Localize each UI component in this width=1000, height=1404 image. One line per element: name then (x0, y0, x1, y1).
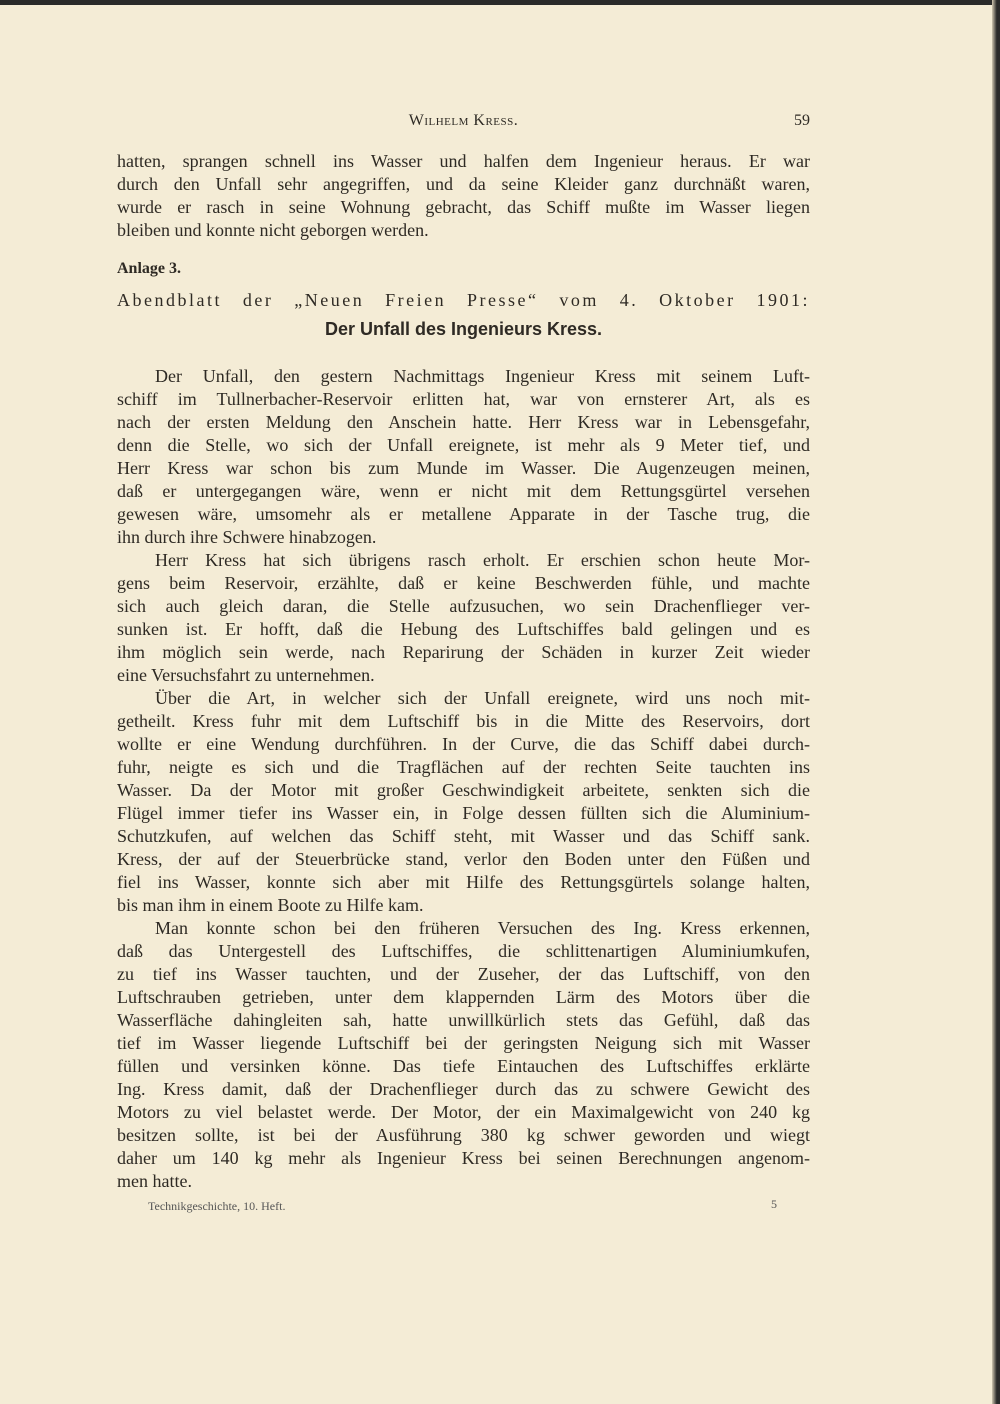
text-line: bleiben und konnte nicht geborgen werden. (117, 220, 429, 240)
text-line: Kress, der auf der Steuerbrücke stand, verlor den Boden unter den Füßen und (117, 849, 810, 869)
text-line: zu tief ins Wasser tauchten, und der Zuseher, der das Luftschiff, von den (117, 964, 810, 984)
text-line: Der Unfall, den gestern Nachmittags Ingenieur Kress mit seinem Luft- (155, 366, 810, 386)
text-line: Herr Kress war schon bis zum Munde im Wasser. Die Augenzeugen meinen, (117, 458, 810, 478)
intro-paragraph (117, 150, 810, 242)
text-line: Wasserfläche dahingleiten sah, hatte unwillkürlich stets das Gefühl, daß das (117, 1010, 810, 1030)
text-line: besitzen sollte, ist bei der Ausführung 380 kg schwer geworden und wiegt (117, 1125, 810, 1145)
text-line: Motors zu viel belastet werde. Der Motor, der ein Maximalgewicht von 240 kg (117, 1102, 810, 1122)
appendix-source: Abendblatt der „Neuen Freien Presse“ vom 4. Oktober 1901: (117, 290, 810, 310)
paragraph (117, 150, 810, 242)
page-header (117, 112, 810, 136)
text-line: hatten, sprangen schnell ins Wasser und halfen dem Ingenieur heraus. Er war (117, 151, 810, 171)
text-line: Ing. Kress damit, daß der Drachenflieger durch das zu schwere Gewicht des (117, 1079, 810, 1099)
text-line: ihm möglich sein werde, nach Reparirung der Schäden in kurzer Zeit wieder (117, 642, 810, 662)
paragraph (117, 917, 810, 1193)
text-line: Schutzkufen, auf welchen das Schiff steht, mit Wasser und das Schiff sank. (117, 826, 810, 846)
text-line: ihn durch ihre Schwere hinabzogen. (117, 527, 377, 547)
text-line: sunken ist. Er hofft, daß die Hebung des Luftschiffes bald gelingen und es (117, 619, 810, 639)
text-line: daß er untergegangen wäre, wenn er nicht mit dem Rettungsgürtel versehen (117, 481, 810, 501)
page-number: 59 (794, 112, 810, 129)
footer-sheet-number: 5 (771, 1197, 777, 1211)
text-line: schiff im Tullnerbacher-Reservoir erlitten hat, war von ernsterer Art, als es (117, 389, 810, 409)
text-line: Luftschrauben getrieben, unter dem klappernden Lärm des Motors über die (117, 987, 810, 1007)
text-line: durch den Unfall sehr angegriffen, und da seine Kleider ganz durchnäßt waren, (117, 174, 810, 194)
text-line: fuhr, neigte es sich und die Tragflächen auf der rechten Seite tauchten ins (117, 757, 810, 777)
paragraph (117, 549, 810, 687)
paragraph (117, 365, 810, 549)
text-line: Man konnte schon bei den früheren Versuchen des Ing. Kress erkennen, (155, 918, 810, 938)
text-line: men hatte. (117, 1171, 192, 1191)
running-title: Wilhelm Kress. (408, 112, 519, 129)
footer-signature: Technikgeschichte, 10. Heft. (148, 1199, 286, 1213)
text-line: füllen und versinken könne. Das tiefe Eintauchen des Luftschiffes erklärte (117, 1056, 810, 1076)
text-line: Wasser. Da der Motor mit großer Geschwindigkeit arbeitete, senkten sich die (117, 780, 810, 800)
text-line: fiel ins Wasser, konnte sich aber mit Hilfe des Rettungsgürtels solange halten, (117, 872, 810, 892)
scan-right-edge (992, 0, 1000, 1404)
article-title: Der Unfall des Ingenieurs Kress. (324, 319, 603, 339)
text-line: gewesen wäre, umsomehr als er metallene Apparate in der Tasche trug, die (117, 504, 810, 524)
text-line: Herr Kress hat sich übrigens rasch erholt. Er erschien schon heute Mor- (155, 550, 810, 570)
text-line: wurde er rasch in seine Wohnung gebracht, das Schiff mußte im Wasser liegen (117, 197, 810, 217)
appendix-label: Anlage 3. (117, 260, 181, 277)
text-line: gens beim Reservoir, erzählte, daß er keine Beschwerden fühle, und machte (117, 573, 810, 593)
text-line: Flügel immer tiefer ins Wasser ein, in Folge dessen füllten sich die Aluminium- (117, 803, 810, 823)
text-line: daher um 140 kg mehr als Ingenieur Kress bei seinen Berechnungen angenom- (117, 1148, 810, 1168)
text-line: getheilt. Kress fuhr mit dem Luftschiff bis in die Mitte des Reservoirs, dort (117, 711, 810, 731)
scan-top-border (0, 0, 1000, 5)
text-line: wollte er eine Wendung durchführen. In der Curve, die das Schiff dabei durch- (117, 734, 810, 754)
paragraph (117, 687, 810, 917)
text-line: nach der ersten Meldung den Anschein hatte. Herr Kress war in Lebensgefahr, (117, 412, 810, 432)
text-line: daß das Untergestell des Luftschiffes, die schlittenartigen Aluminiumkufen, (117, 941, 810, 961)
text-line: bis man ihm in einem Boote zu Hilfe kam. (117, 895, 424, 915)
text-line: denn die Stelle, wo sich der Unfall ereignete, ist mehr als 9 Meter tief, und (117, 435, 810, 455)
text-line: sich auch gleich daran, die Stelle aufzusuchen, wo sein Drachenflieger ver- (117, 596, 810, 616)
text-line: eine Versuchsfahrt zu unternehmen. (117, 665, 375, 685)
text-line: tief im Wasser liegende Luftschiff bei der geringsten Neigung sich mit Wasser (117, 1033, 810, 1053)
article-body (117, 365, 810, 1193)
text-line: Über die Art, in welcher sich der Unfall ereignete, wird uns noch mit- (155, 688, 810, 708)
